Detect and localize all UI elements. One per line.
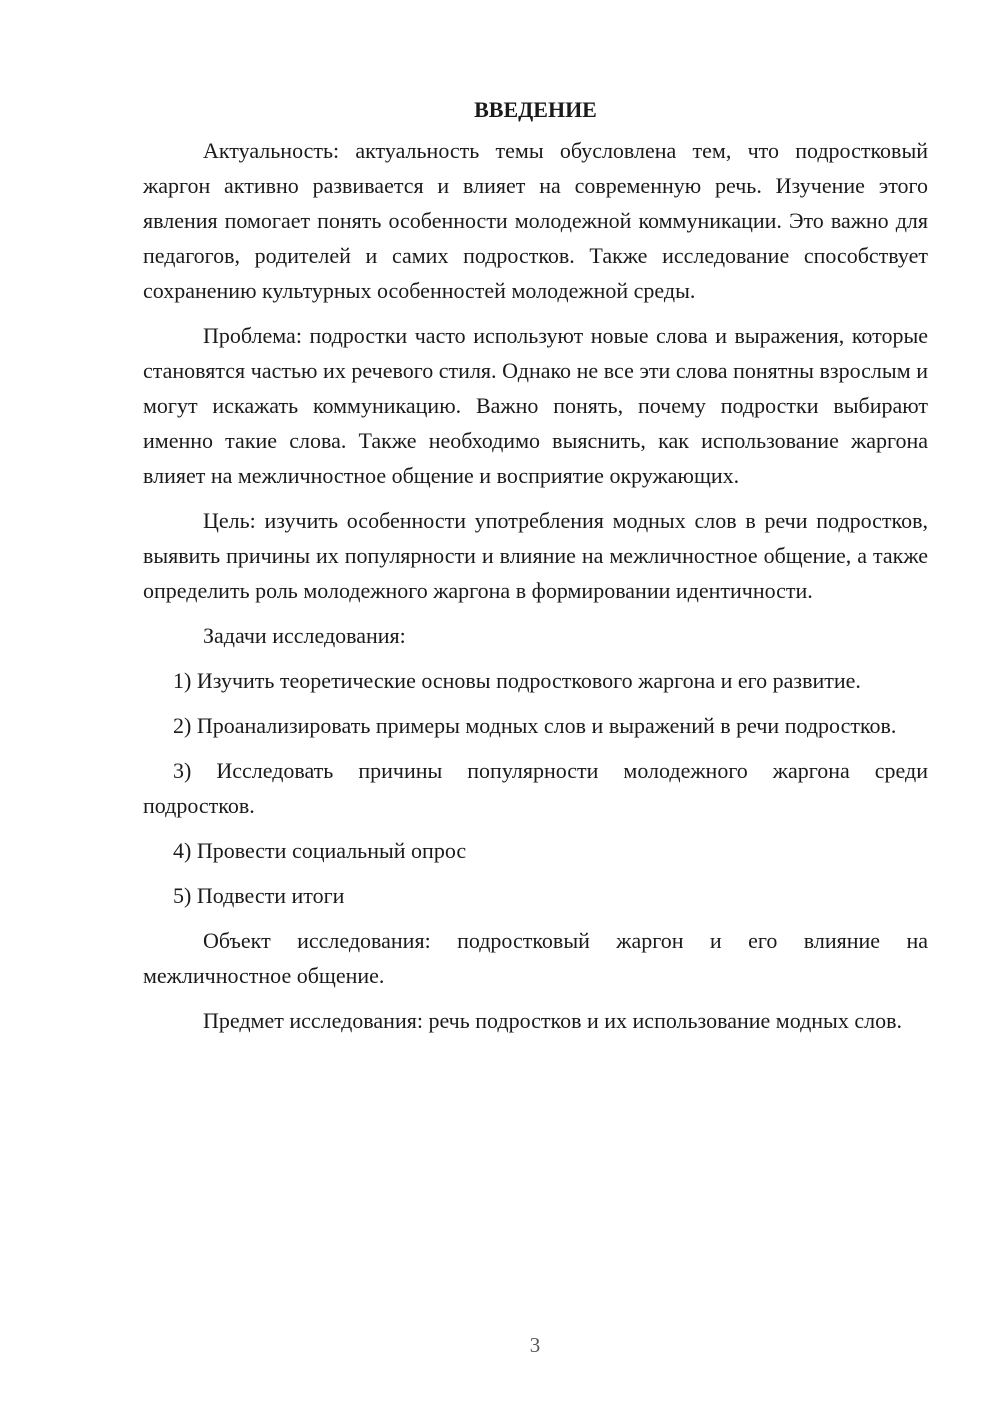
task-item-5: 5) Подвести итоги [173,883,345,908]
tasks-heading: Задачи исследования: [203,623,406,648]
problem-paragraph: Проблема: подростки часто используют новые слова и выражения, которые становятся частью их речевого стиля. Однако не все эти слова понятны взрослым и могут искажать коммуникацию. Важно понять, почему подростки выбирают именно такие слова. Также необходимо выяснить, как использование жаргона влияет на межличностное общение и восприятие окружающих. [143,323,928,488]
relevance-paragraph: Актуальность: актуальность темы обусловлена тем, что подростковый жаргон активно развивается и влияет на современную речь. Изучение этого явления помогает понять особенности молодежной коммуникации. Это важно для педагогов, родителей и самих подростков. Также исследование способствует сохранению культурных особенностей молодежной среды. [143,138,928,303]
object-paragraph: Объект исследования: подростковый жаргон и его влияние на межличностное общение. [143,928,928,988]
page-number: 3 [529,1333,541,1357]
page-title: ВВЕДЕНИЕ [474,97,597,122]
task-item-2: 2) Проанализировать примеры модных слов и выражений в речи подростков. [173,713,897,738]
task-item-3: 3) Исследовать причины популярности молодежного жаргона среди подростков. [143,758,928,818]
task-item-4: 4) Провести социальный опрос [173,838,467,863]
document-body [143,92,928,1048]
task-item-1: 1) Изучить теоретические основы подросткового жаргона и его развитие. [173,668,861,693]
subject-paragraph: Предмет исследования: речь подростков и их использование модных слов. [203,1008,902,1033]
goal-paragraph: Цель: изучить особенности употребления модных слов в речи подростков, выявить причины их популярности и влияние на межличностное общение, а также определить роль молодежного жаргона в формировании идентичности. [143,508,928,603]
